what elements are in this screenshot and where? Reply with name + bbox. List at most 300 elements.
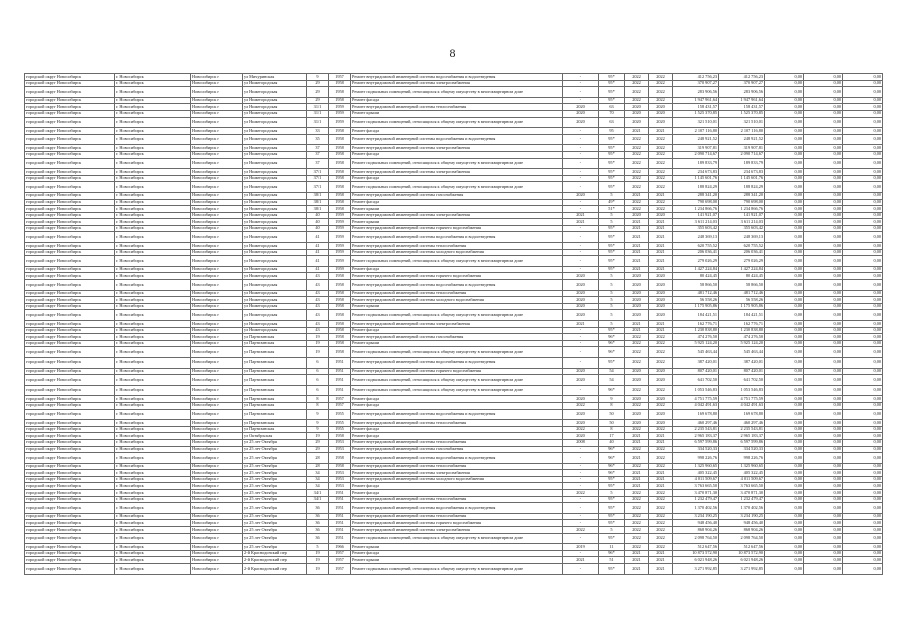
cell-house: 9 xyxy=(307,409,329,420)
cell-y1: 2022 xyxy=(625,169,649,176)
cell-fund: 3 271 992,85 xyxy=(719,564,765,575)
cell-z2: 0,00 xyxy=(804,483,843,490)
cell-c2: 5 xyxy=(599,280,625,291)
cell-house: 36 xyxy=(307,533,329,544)
cell-year: 1957 xyxy=(329,396,351,403)
cell-y2: 2021 xyxy=(649,433,673,440)
cell-c1: - xyxy=(563,249,599,256)
cell-c1: - xyxy=(563,446,599,453)
cell-house: 31/1 xyxy=(307,110,329,117)
cell-c2: 40 xyxy=(599,439,625,446)
cell-loc: Новосибирск г xyxy=(191,496,243,503)
cell-cost: 334 520,33 xyxy=(673,446,719,453)
cell-mo: городской округ Новосибирск xyxy=(25,409,115,420)
cell-house: 19 xyxy=(307,347,329,358)
cell-city: г. Новосибирск xyxy=(115,420,191,427)
cell-cost: 184 421,51 xyxy=(673,310,719,321)
cell-z1: 0,00 xyxy=(765,199,804,206)
cell-c2: 95* xyxy=(599,182,625,193)
cell-city: г. Новосибирск xyxy=(115,533,191,544)
cell-fund: 3 611 214,03 xyxy=(719,219,765,226)
cell-z3: 0,00 xyxy=(843,433,883,440)
cell-house: 19 xyxy=(307,433,329,440)
cell-z1: 0,00 xyxy=(765,503,804,514)
table-row xyxy=(25,357,883,368)
cell-y1: 2021 xyxy=(625,219,649,226)
cell-house: 40 xyxy=(307,225,329,232)
cell-z1: 0,00 xyxy=(765,256,804,267)
cell-fund: 2 107 116,80 xyxy=(719,128,765,135)
cell-str: ул Партизанская xyxy=(243,409,307,420)
cell-house: 38/1 xyxy=(307,206,329,213)
cell-cost: 4 751 775,59 xyxy=(673,396,719,403)
cell-c2: 5 xyxy=(599,321,625,328)
cell-work: Ремонт фасада xyxy=(351,97,563,104)
cell-city: г. Новосибирск xyxy=(115,463,191,470)
cell-cost: 248 921,52 xyxy=(673,134,719,145)
cell-z2: 0,00 xyxy=(804,266,843,273)
cell-cost: 248 369,13 xyxy=(673,232,719,243)
cell-house: 43 xyxy=(307,273,329,280)
table-row xyxy=(25,117,883,128)
cell-z3: 0,00 xyxy=(843,74,883,81)
cell-work: Ремонт крыши xyxy=(351,340,563,347)
cell-work: Ремонт внутридомовой инженерной системы водоснабжения и водоотведения xyxy=(351,232,563,243)
cell-fund: 4 751 775,59 xyxy=(719,396,765,403)
cell-c2: 95* xyxy=(599,158,625,169)
cell-year: 1953 xyxy=(329,470,351,477)
cell-str: ул Нижегородская xyxy=(243,192,307,199)
cell-work: Ремонт внутридомовой инженерной системы водоснабжения и водоотведения xyxy=(351,453,563,464)
cell-fund: 387 420,01 xyxy=(719,357,765,368)
cell-str: ул Нижегородская xyxy=(243,87,307,98)
cell-city: г. Новосибирск xyxy=(115,219,191,226)
cell-z2: 0,00 xyxy=(804,564,843,575)
cell-loc: Новосибирск г xyxy=(191,490,243,497)
cell-house: 34 xyxy=(307,483,329,490)
cell-c1: 2021 xyxy=(563,219,599,226)
cell-c2: 50 xyxy=(599,409,625,420)
cell-city: г. Новосибирск xyxy=(115,303,191,310)
cell-fund: 158 431,57 xyxy=(719,104,765,111)
cell-z1: 0,00 xyxy=(765,158,804,169)
cell-c1: - xyxy=(563,87,599,98)
cell-y1: 2022 xyxy=(625,513,649,520)
cell-str: ул Нижегородская xyxy=(243,290,307,297)
cell-y1: 2020 xyxy=(625,303,649,310)
cell-city: г. Новосибирск xyxy=(115,192,191,199)
cell-y1: 2020 xyxy=(625,420,649,427)
cell-z1: 0,00 xyxy=(765,340,804,347)
cell-z1: 0,00 xyxy=(765,453,804,464)
cell-str: ул Нижегородская xyxy=(243,110,307,117)
cell-year: 1958 xyxy=(329,334,351,341)
cell-house: 6 xyxy=(307,357,329,368)
cell-z2: 0,00 xyxy=(804,110,843,117)
cell-c1: - xyxy=(563,327,599,334)
cell-c2: 95* xyxy=(599,134,625,145)
cell-z1: 0,00 xyxy=(765,117,804,128)
cell-loc: Новосибирск г xyxy=(191,402,243,409)
table-row xyxy=(25,280,883,291)
cell-y1: 2022 xyxy=(625,503,649,514)
cell-z2: 0,00 xyxy=(804,199,843,206)
cell-c1: 2020 xyxy=(563,368,599,375)
cell-c2: 96* xyxy=(599,550,625,557)
cell-z1: 0,00 xyxy=(765,266,804,273)
table-row xyxy=(25,520,883,527)
cell-house: 37 xyxy=(307,151,329,158)
cell-c1: 2020 xyxy=(563,192,599,199)
cell-y2: 2021 xyxy=(649,483,673,490)
cell-y2: 2022 xyxy=(649,80,673,87)
cell-mo: городской округ Новосибирск xyxy=(25,340,115,347)
cell-y1: 2020 xyxy=(625,110,649,117)
cell-year: 1957 xyxy=(329,402,351,409)
cell-y2: 2022 xyxy=(649,503,673,514)
cell-loc: Новосибирск г xyxy=(191,199,243,206)
cell-house: 19 xyxy=(307,334,329,341)
cell-cost: 169 678,80 xyxy=(673,409,719,420)
cell-y1: 2020 xyxy=(625,273,649,280)
cell-y2: 2022 xyxy=(649,446,673,453)
cell-mo: городской округ Новосибирск xyxy=(25,496,115,503)
cell-z2: 0,00 xyxy=(804,151,843,158)
cell-loc: Новосибирск г xyxy=(191,97,243,104)
cell-house: 34/1 xyxy=(307,496,329,503)
cell-c2: 95* xyxy=(599,503,625,514)
cell-z1: 0,00 xyxy=(765,527,804,534)
cell-work: Ремонт внутридомовой инженерной системы теплоснабжения xyxy=(351,439,563,446)
cell-fund: 1 370 402,56 xyxy=(719,503,765,514)
cell-c1: 2020 xyxy=(563,110,599,117)
cell-year: 1958 xyxy=(329,80,351,87)
cell-house: 6 xyxy=(307,385,329,396)
cell-z2: 0,00 xyxy=(804,463,843,470)
cell-fund: 641 702,50 xyxy=(719,375,765,386)
cell-c2: 95* xyxy=(599,327,625,334)
cell-cost: 1 370 402,56 xyxy=(673,503,719,514)
cell-z3: 0,00 xyxy=(843,97,883,104)
cell-house: 37 xyxy=(307,145,329,152)
cell-c1: 2020 xyxy=(563,303,599,310)
cell-fund: 790 698,00 xyxy=(719,199,765,206)
cell-mo: городской округ Новосибирск xyxy=(25,175,115,182)
table-row xyxy=(25,80,883,87)
cell-z2: 0,00 xyxy=(804,219,843,226)
cell-y1: 2020 xyxy=(625,409,649,420)
cell-c2: 54 xyxy=(599,368,625,375)
cell-c1: - xyxy=(563,533,599,544)
cell-y2: 2022 xyxy=(649,87,673,98)
cell-house: 41 xyxy=(307,266,329,273)
cell-work: Ремонт внутридомовой инженерной системы водоснабжения и водоотведения xyxy=(351,357,563,368)
cell-loc: Новосибирск г xyxy=(191,110,243,117)
cell-work: Ремонт подвальных помещений, относящихся к общему имуществу в многоквартирном доме xyxy=(351,158,563,169)
cell-c1: - xyxy=(563,340,599,347)
cell-mo: городской округ Новосибирск xyxy=(25,420,115,427)
cell-year: 1957 xyxy=(329,557,351,564)
cell-c2: 96* xyxy=(599,446,625,453)
cell-str: ул 25 лет Октября xyxy=(243,503,307,514)
cell-work: Ремонт крыши xyxy=(351,544,563,551)
cell-loc: Новосибирск г xyxy=(191,280,243,291)
cell-y1: 2021 xyxy=(625,256,649,267)
cell-z1: 0,00 xyxy=(765,134,804,145)
cell-z3: 0,00 xyxy=(843,496,883,503)
cell-loc: Новосибирск г xyxy=(191,206,243,213)
cell-loc: Новосибирск г xyxy=(191,503,243,514)
cell-z1: 0,00 xyxy=(765,520,804,527)
cell-z1: 0,00 xyxy=(765,297,804,304)
cell-loc: Новосибирск г xyxy=(191,273,243,280)
cell-loc: Новосибирск г xyxy=(191,409,243,420)
cell-house: 5 xyxy=(307,544,329,551)
cell-year: 1955 xyxy=(329,420,351,427)
cell-house: 38/1 xyxy=(307,192,329,199)
cell-str: ул Нижегородская xyxy=(243,151,307,158)
cell-y2: 2022 xyxy=(649,496,673,503)
cell-y1: 2022 xyxy=(625,80,649,87)
cell-city: г. Новосибирск xyxy=(115,266,191,273)
cell-fund: 2 965 183,37 xyxy=(719,433,765,440)
cell-str: ул Мичуринская xyxy=(243,74,307,81)
cell-year: 1958 xyxy=(329,151,351,158)
cell-cost: 1 145 601,76 xyxy=(673,175,719,182)
cell-city: г. Новосибирск xyxy=(115,87,191,98)
cell-z2: 0,00 xyxy=(804,446,843,453)
cell-city: г. Новосибирск xyxy=(115,490,191,497)
cell-y2: 2020 xyxy=(649,303,673,310)
cell-house: 28 xyxy=(307,463,329,470)
cell-z3: 0,00 xyxy=(843,110,883,117)
cell-c1: - xyxy=(563,453,599,464)
cell-year: 1958 xyxy=(329,273,351,280)
cell-cost: 4 011 509,67 xyxy=(673,476,719,483)
cell-cost: 188 824,29 xyxy=(673,182,719,193)
cell-loc: Новосибирск г xyxy=(191,169,243,176)
cell-city: г. Новосибирск xyxy=(115,483,191,490)
table-row xyxy=(25,513,883,520)
cell-city: г. Новосибирск xyxy=(115,151,191,158)
cell-city: г. Новосибирск xyxy=(115,470,191,477)
table-row xyxy=(25,334,883,341)
cell-work: Ремонт фасада xyxy=(351,550,563,557)
cell-cost: 405 322,45 xyxy=(673,470,719,477)
cell-mo: городской округ Новосибирск xyxy=(25,290,115,297)
cell-y1: 2022 xyxy=(625,520,649,527)
cell-c2: 9 xyxy=(599,396,625,403)
cell-z2: 0,00 xyxy=(804,256,843,267)
cell-y1: 2021 xyxy=(625,433,649,440)
cell-c2: 96* xyxy=(599,463,625,470)
cell-mo: городской округ Новосибирск xyxy=(25,219,115,226)
cell-cost: 1 230 838,80 xyxy=(673,327,719,334)
cell-z3: 0,00 xyxy=(843,470,883,477)
cell-str: 2-й Краснодонский пер xyxy=(243,550,307,557)
cell-mo: городской округ Новосибирск xyxy=(25,97,115,104)
cell-fund: 2 235 543,81 xyxy=(719,426,765,433)
cell-house: 40 xyxy=(307,212,329,219)
cell-c2: 49* xyxy=(599,199,625,206)
cell-mo: городской округ Новосибирск xyxy=(25,212,115,219)
cell-z3: 0,00 xyxy=(843,134,883,145)
cell-city: г. Новосибирск xyxy=(115,385,191,396)
cell-work: Ремонт внутридомовой инженерной системы теплоснабжения xyxy=(351,420,563,427)
cell-city: г. Новосибирск xyxy=(115,321,191,328)
cell-y2: 2022 xyxy=(649,182,673,193)
cell-year: 1959 xyxy=(329,117,351,128)
cell-cost: 1 427 224,84 xyxy=(673,266,719,273)
cell-z3: 0,00 xyxy=(843,446,883,453)
table-row xyxy=(25,303,883,310)
cell-mo: городской округ Новосибирск xyxy=(25,470,115,477)
cell-work: Ремонт подвальных помещений, относящихся к общему имуществу в многоквартирном доме xyxy=(351,564,563,575)
cell-cost: 2 090 714,67 xyxy=(673,151,719,158)
cell-z1: 0,00 xyxy=(765,496,804,503)
cell-c2: 95* xyxy=(599,232,625,243)
cell-y1: 2021 xyxy=(625,439,649,446)
cell-c2: 96* xyxy=(599,347,625,358)
cell-mo: городской округ Новосибирск xyxy=(25,117,115,128)
cell-c1: - xyxy=(563,496,599,503)
table-row xyxy=(25,463,883,470)
cell-z3: 0,00 xyxy=(843,463,883,470)
cell-y2: 2020 xyxy=(649,420,673,427)
cell-year: 1958 xyxy=(329,463,351,470)
cell-city: г. Новосибирск xyxy=(115,169,191,176)
cell-mo: городской округ Новосибирск xyxy=(25,426,115,433)
cell-city: г. Новосибирск xyxy=(115,117,191,128)
cell-c2: 95* xyxy=(599,476,625,483)
cell-mo: городской округ Новосибирск xyxy=(25,520,115,527)
cell-city: г. Новосибирск xyxy=(115,175,191,182)
cell-fund: 184 421,51 xyxy=(719,310,765,321)
cell-fund: 807 420,01 xyxy=(719,368,765,375)
cell-y2: 2020 xyxy=(649,375,673,386)
cell-house: 43 xyxy=(307,297,329,304)
table-row xyxy=(25,310,883,321)
cell-y2: 2020 xyxy=(649,212,673,219)
cell-z1: 0,00 xyxy=(765,249,804,256)
cell-c2: 95* xyxy=(599,249,625,256)
cell-z3: 0,00 xyxy=(843,169,883,176)
cell-fund: 512 647,56 xyxy=(719,544,765,551)
cell-mo: городской округ Новосибирск xyxy=(25,375,115,386)
cell-str: ул 25 лет Октября xyxy=(243,439,307,446)
cell-c1: - xyxy=(563,134,599,145)
table-row xyxy=(25,151,883,158)
cell-c1: 2019 xyxy=(563,544,599,551)
cell-str: ул Нижегородская xyxy=(243,297,307,304)
cell-year: 1958 xyxy=(329,199,351,206)
cell-house: 33 xyxy=(307,128,329,135)
cell-y2: 2021 xyxy=(649,557,673,564)
cell-cost: 412 756,23 xyxy=(673,74,719,81)
cell-z3: 0,00 xyxy=(843,476,883,483)
cell-work: Ремонт внутридомовой инженерной системы электроснабжения xyxy=(351,145,563,152)
cell-loc: Новосибирск г xyxy=(191,385,243,396)
cell-year: 1953 xyxy=(329,483,351,490)
table-row xyxy=(25,496,883,503)
cell-mo: городской округ Новосибирск xyxy=(25,503,115,514)
cell-year: 1958 xyxy=(329,280,351,291)
cell-work: Ремонт внутридомовой инженерной системы горячего водоснабжения xyxy=(351,368,563,375)
cell-y1: 2022 xyxy=(625,446,649,453)
cell-z2: 0,00 xyxy=(804,280,843,291)
cell-loc: Новосибирск г xyxy=(191,446,243,453)
cell-city: г. Новосибирск xyxy=(115,446,191,453)
cell-c1: - xyxy=(563,232,599,243)
cell-y2: 2022 xyxy=(649,151,673,158)
cell-y2: 2022 xyxy=(649,334,673,341)
cell-fund: 248 369,13 xyxy=(719,232,765,243)
cell-y1: 2021 xyxy=(625,557,649,564)
cell-work: Ремонт внутридомовой инженерной системы водоснабжения и водоотведения xyxy=(351,74,563,81)
table-row xyxy=(25,396,883,403)
cell-city: г. Новосибирск xyxy=(115,206,191,213)
cell-mo: городской округ Новосибирск xyxy=(25,433,115,440)
cell-c1: - xyxy=(563,334,599,341)
cell-y1: 2020 xyxy=(625,290,649,297)
cell-loc: Новосибирск г xyxy=(191,483,243,490)
cell-y1: 2022 xyxy=(625,145,649,152)
cell-fund: 279 026,29 xyxy=(719,256,765,267)
cell-y1: 2021 xyxy=(625,249,649,256)
cell-mo: городской округ Новосибирск xyxy=(25,151,115,158)
cell-y1: 2022 xyxy=(625,490,649,497)
cell-z3: 0,00 xyxy=(843,327,883,334)
table-row xyxy=(25,249,883,256)
cell-mo: городской округ Новосибирск xyxy=(25,453,115,464)
cell-z1: 0,00 xyxy=(765,347,804,358)
cell-work: Ремонт подвальных помещений, относящихся к общему имуществу в многоквартирном доме xyxy=(351,533,563,544)
table-row xyxy=(25,503,883,514)
cell-y2: 2021 xyxy=(649,243,673,250)
cell-year: 1957 xyxy=(329,550,351,557)
cell-fund: 460 297,46 xyxy=(719,420,765,427)
cell-c2: 5 xyxy=(599,527,625,534)
cell-c2: 95* xyxy=(599,145,625,152)
cell-mo: городской округ Новосибирск xyxy=(25,327,115,334)
cell-y2: 2022 xyxy=(649,490,673,497)
cell-cost: 641 702,50 xyxy=(673,375,719,386)
cell-z3: 0,00 xyxy=(843,334,883,341)
cell-house: 19 xyxy=(307,550,329,557)
cell-c2: 95* xyxy=(599,225,625,232)
cell-work: Ремонт подвальных помещений, относящихся к общему имуществу в многоквартирном доме xyxy=(351,310,563,321)
cell-y1: 2022 xyxy=(625,334,649,341)
cell-city: г. Новосибирск xyxy=(115,357,191,368)
cell-city: г. Новосибирск xyxy=(115,513,191,520)
cell-z1: 0,00 xyxy=(765,564,804,575)
cell-city: г. Новосибирск xyxy=(115,375,191,386)
cell-house: 31/1 xyxy=(307,104,329,111)
cell-z1: 0,00 xyxy=(765,490,804,497)
cell-house: 19 xyxy=(307,557,329,564)
cell-fund: 545 463,44 xyxy=(719,347,765,358)
cell-house: 19 xyxy=(307,340,329,347)
cell-str: ул 25 лет Октября xyxy=(243,470,307,477)
cell-z2: 0,00 xyxy=(804,385,843,396)
cell-work: Ремонт внутридомовой инженерной системы газоснабжения xyxy=(351,446,563,453)
table-row xyxy=(25,225,883,232)
cell-city: г. Новосибирск xyxy=(115,74,191,81)
cell-str: 2-й Краснодонский пер xyxy=(243,564,307,575)
cell-z1: 0,00 xyxy=(765,439,804,446)
table-row xyxy=(25,256,883,267)
table-row xyxy=(25,340,883,347)
